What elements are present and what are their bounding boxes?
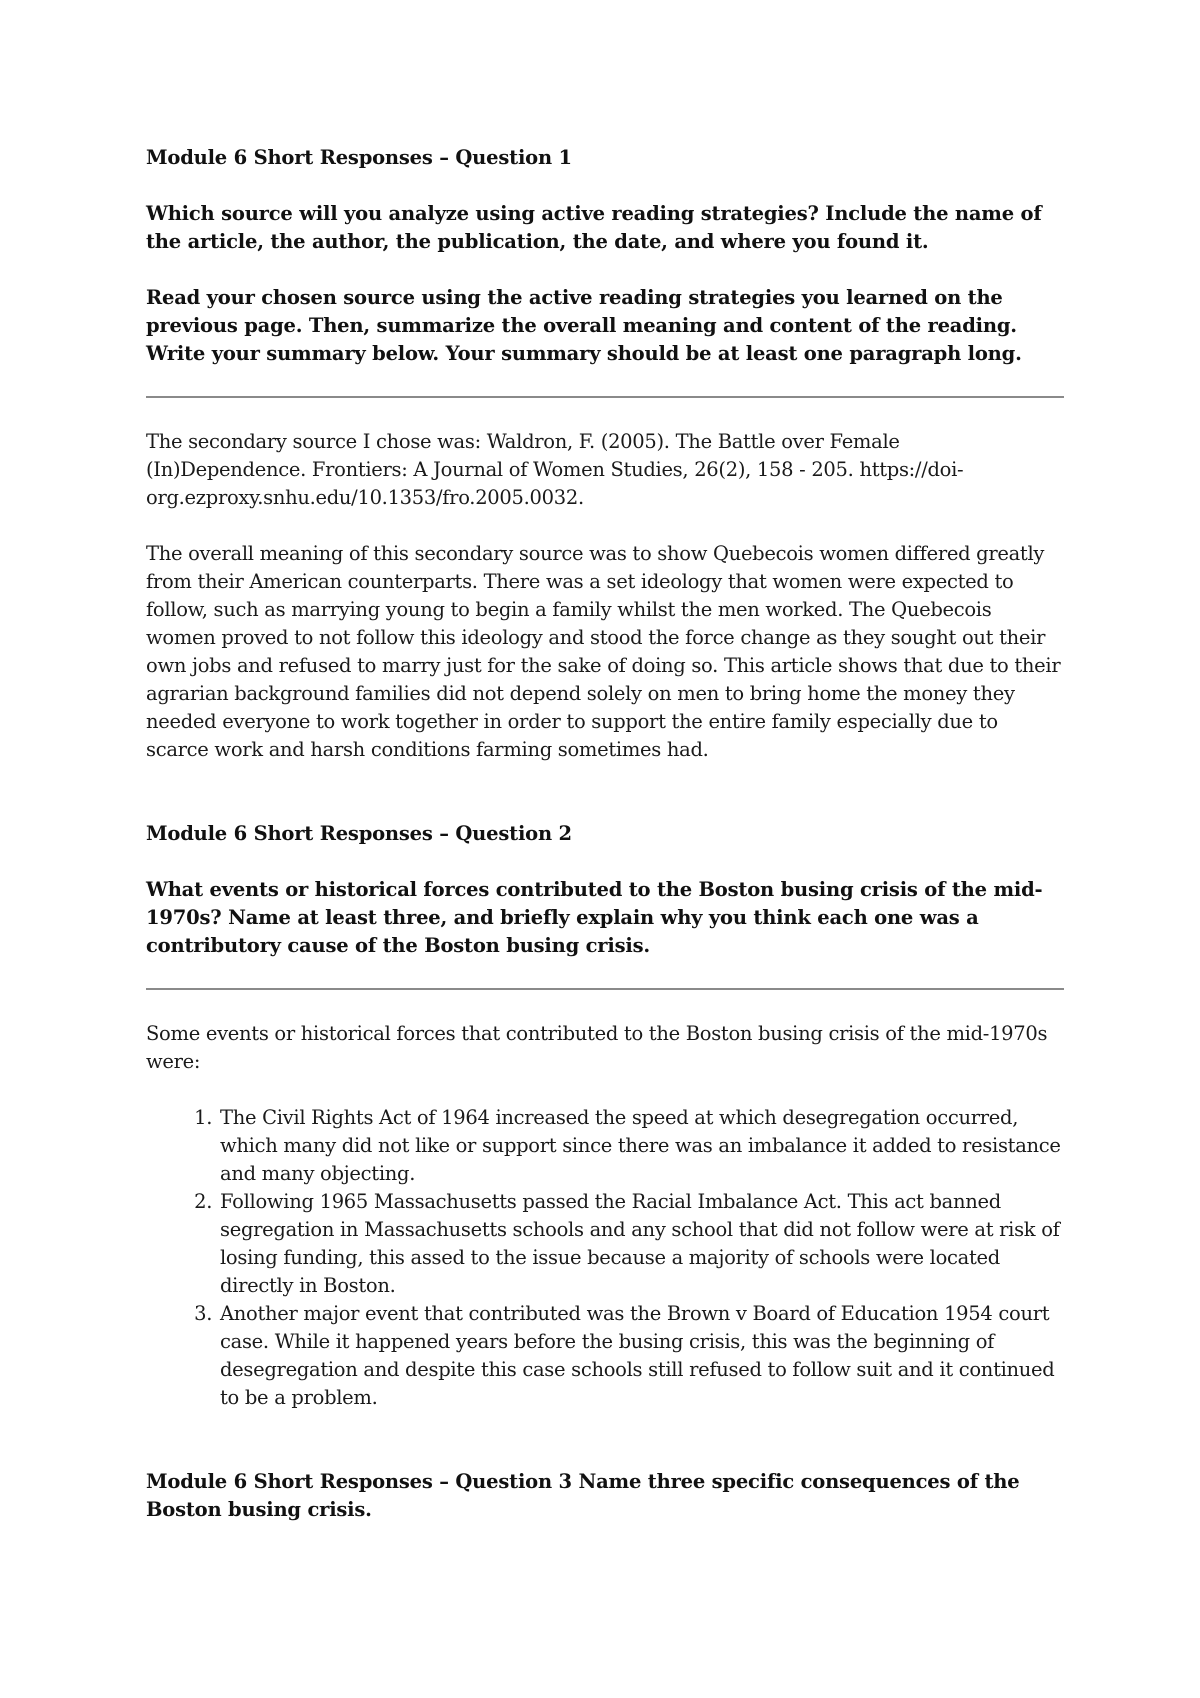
list-item: 3. Another major event that contributed was the Brown v Board of Education 1954 court case. While it happened years before the busing crisis, this was the beginning of desegregation and despite this case schools still refused to follow suit and it continued to be a problem.: [218, 1300, 1064, 1412]
question-2-answer-intro: Some events or historical forces that contributed to the Boston busing crisis of the mid-1970s were:: [146, 1022, 1048, 1073]
list-item: 1. The Civil Rights Act of 1964 increased the speed at which desegregation occurred, which many did not like or support since there was an imbalance it added to resistance and many objecting.: [218, 1104, 1064, 1188]
list-item: 2. Following 1965 Massachusetts passed the Racial Imbalance Act. This act banned segregation in Massachusetts schools and any school that did not follow were at risk of losing funding, this assed to the issue because a majority of schools were located directly in Boston.: [218, 1188, 1064, 1300]
question-1-prompt-summary: Read your chosen source using the active reading strategies you learned on the previous page. Then, summarize the overall meaning and content of the reading. Write your summary below. Your summary should be at least one paragraph long.: [146, 286, 1022, 365]
question-2-answer-list: [146, 1104, 1064, 1412]
question-1-answer-summary: The overall meaning of this secondary source was to show Quebecois women differed greatly from their American counterparts. There was a set ideology that women were expected to follow, such as marrying young to begin a family whilst the men worked. The Quebecois women proved to not follow this ideology and stood the force change as they sought out their own jobs and refused to marry just for the sake of doing so. This article shows that due to their agrarian background families did not depend solely on men to bring home the money they needed everyone to work together in order to support the entire family especially due to scarce work and harsh conditions farming sometimes had.: [146, 542, 1061, 761]
question-3-heading: Module 6 Short Responses – Question 3 Name three specific consequences of the Boston busing crisis.: [146, 1470, 1020, 1521]
document-page: [146, 144, 1064, 1524]
question-1-answer-source: The secondary source I chose was: Waldron, F. (2005). The Battle over Female (In)Dependence. Frontiers: A Journal of Women Studies, 26(2), 158 - 205. https://doi-org.ezproxy.snhu.edu/10.1353/fro.2005.0032.: [146, 430, 964, 509]
question-2-heading: Module 6 Short Responses – Question 2: [146, 822, 572, 845]
question-1-heading: Module 6 Short Responses – Question 1: [146, 146, 572, 169]
question-2-prompt: What events or historical forces contributed to the Boston busing crisis of the mid-1970s? Name at least three, and briefly explain why you think each one was a contributory cause of the Boston busing crisis.: [146, 878, 1043, 957]
question-1-prompt-source: Which source will you analyze using active reading strategies? Include the name of the article, the author, the publication, the date, and where you found it.: [146, 202, 1042, 253]
